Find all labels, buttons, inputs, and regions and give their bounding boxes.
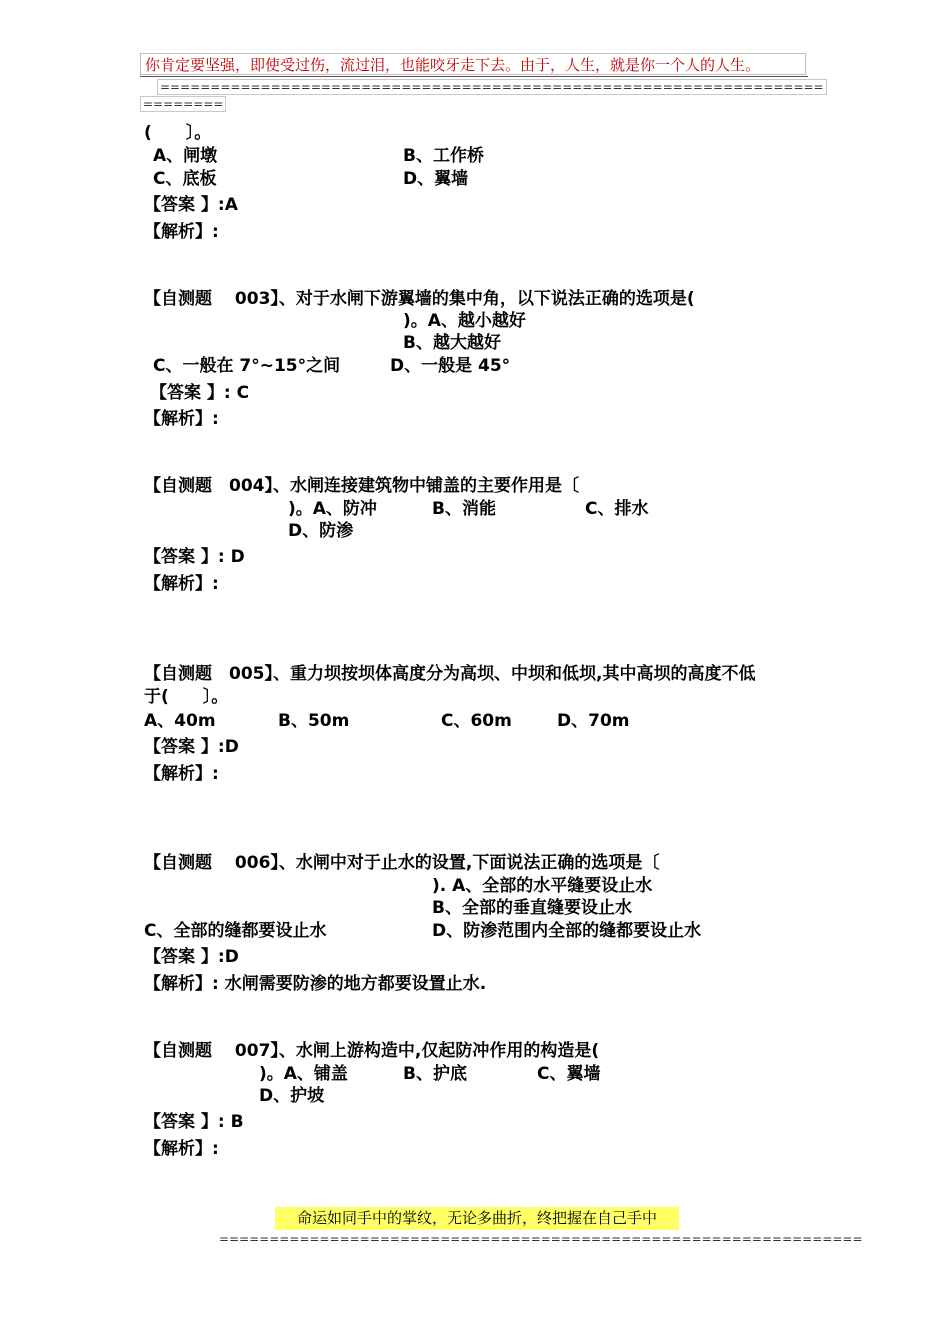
q002-option-d: D、翼墙: [403, 169, 469, 189]
q004-option-d: D、防渗: [288, 521, 354, 541]
header-separator-1: ==================================================================: [157, 79, 827, 95]
q007-option-d: D、护坡: [259, 1086, 325, 1106]
q002-stem-end: ( 〕。: [144, 123, 212, 143]
q005-option-a: A、40m: [144, 711, 216, 731]
q006-answer: 【答案 】:D: [144, 947, 239, 967]
q005-analysis: 【解析】:: [144, 764, 219, 784]
q002-option-c: C、底板: [153, 169, 217, 189]
header-separator-2: ========: [140, 96, 226, 112]
q003-answer: 【答案 】: C: [150, 383, 250, 403]
q005-option-d: D、70m: [557, 711, 630, 731]
q003-option-d: D、一般是 45°: [390, 356, 511, 376]
header-rule: [140, 76, 808, 77]
q006-option-c: C、全部的缝都要设止水: [144, 921, 327, 941]
q003-option-b: B、越大越好: [403, 333, 501, 353]
q003-stem: 【自测题 003】、对于水闸下游翼墙的集中角，以下说法正确的选项是(: [144, 289, 695, 309]
q007-stem: 【自测题 007】、水闸上游构造中,仅起防冲作用的构造是(: [144, 1041, 600, 1061]
footer-separator: ================================================================: [219, 1232, 863, 1246]
q006-option-d: D、防渗范围内全部的缝都要设止水: [432, 921, 702, 941]
q005-option-b: B、50m: [278, 711, 350, 731]
q002-option-a: A、闸墩: [153, 146, 218, 166]
q007-analysis: 【解析】:: [144, 1139, 219, 1159]
q002-analysis: 【解析】:: [144, 222, 219, 242]
q003-option-a: )。A、越小越好: [403, 311, 526, 331]
q005-stem-2: 于( 〕。: [144, 687, 229, 707]
q006-stem: 【自测题 006】、水闸中对于止水的设置,下面说法正确的选项是〔: [144, 853, 660, 873]
q004-stem: 【自测题 004】、水闸连接建筑物中铺盖的主要作用是〔: [144, 476, 579, 496]
q005-answer: 【答案 】:D: [144, 737, 239, 757]
q004-option-a: )。A、防冲: [288, 499, 377, 519]
q007-option-a: )。A、铺盖: [259, 1064, 348, 1084]
q003-analysis: 【解析】:: [144, 409, 219, 429]
q006-option-b: B、全部的垂直缝要设止水: [432, 898, 632, 918]
q007-answer: 【答案 】: B: [144, 1112, 244, 1132]
q007-option-c: C、翼墙: [537, 1064, 601, 1084]
q002-answer: 【答案 】:A: [144, 195, 238, 215]
footer-motto: 命运如同手中的掌纹，无论多曲折，终把握在自己手中: [275, 1207, 679, 1230]
q004-answer: 【答案 】: D: [144, 547, 245, 567]
q003-option-c: C、一般在 7°~15°之间: [153, 356, 341, 376]
q004-analysis: 【解析】:: [144, 574, 219, 594]
q005-option-c: C、60m: [441, 711, 512, 731]
q007-option-b: B、护底: [403, 1064, 467, 1084]
q006-option-a: ). A、全部的水平缝要设止水: [432, 876, 653, 896]
q006-analysis: 【解析】: 水闸需要防渗的地方都要设置止水.: [144, 974, 487, 994]
q002-option-b: B、工作桥: [403, 146, 484, 166]
q004-option-b: B、消能: [432, 499, 496, 519]
header-motto: 你肯定要坚强，即使受过伤，流过泪，也能咬牙走下去。由于，人生，就是你一个人的人生。: [140, 53, 806, 75]
q004-option-c: C、排水: [585, 499, 649, 519]
q005-stem: 【自测题 005】、重力坝按坝体高度分为高坝、中坝和低坝,其中高坝的高度不低: [144, 664, 756, 684]
